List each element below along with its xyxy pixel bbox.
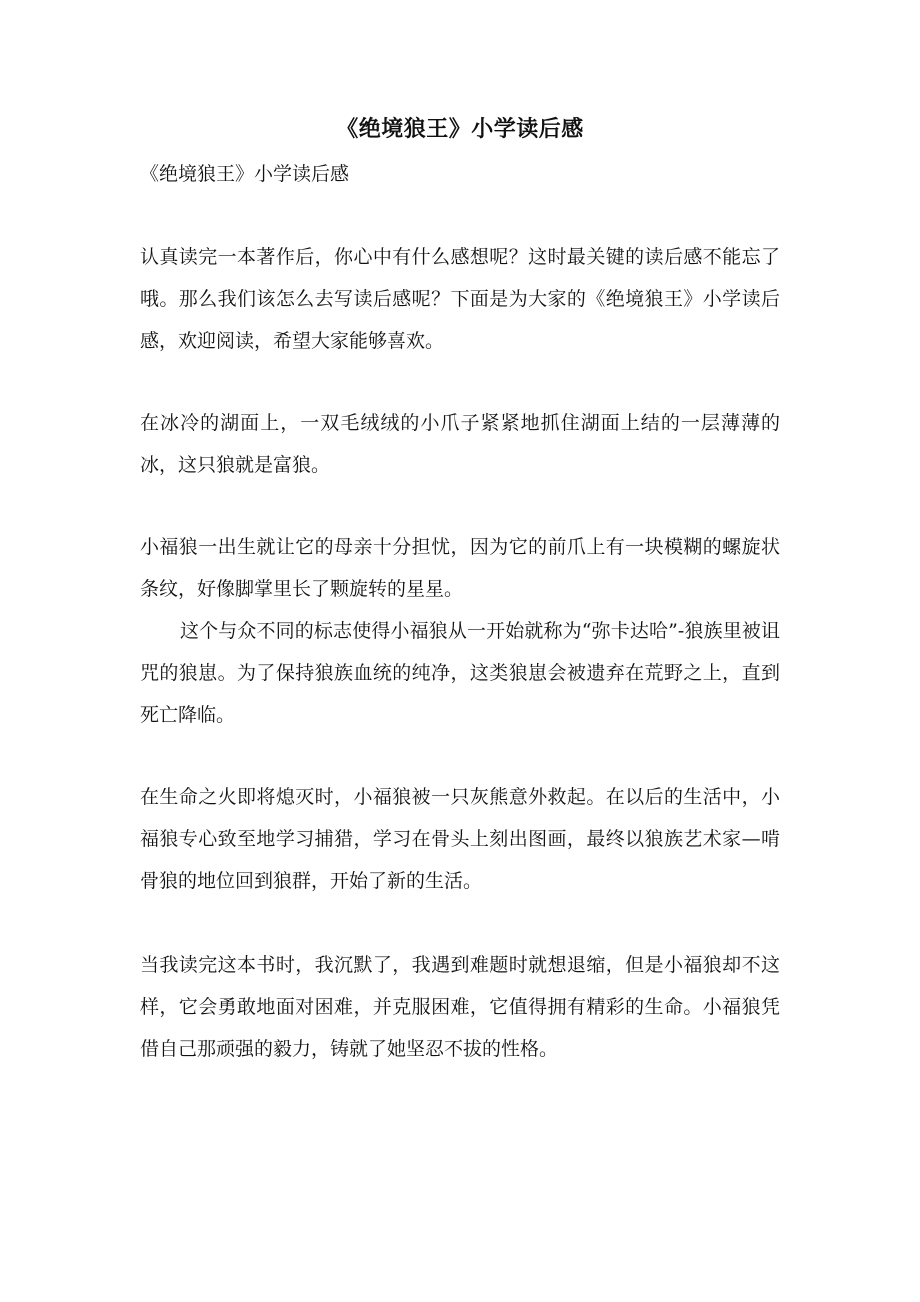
paragraph-ice-lake: 在冰冷的湖面上，一双毛绒绒的小爪子紧紧地抓住湖面上结的一层薄薄的冰，这只狼就是富狼。 [140,412,780,476]
paragraph-birth: 小福狼一出生就让它的母亲十分担忧，因为它的前爪上有一块模糊的螺旋状条纹，好像脚掌里长了颗旋转的星星。 [140,536,780,600]
document-subtitle: 《绝境狼王》小学读后感 [140,163,350,185]
paragraph-rescue: 在生命之火即将熄灭时，小福狼被一只灰熊意外救起。在以后的生活中，小福狼专心致至地学习捕猎，学习在骨头上刻出图画，最终以狼族艺术家—啃骨狼的地位回到狼群，开始了新的生活。 [140,786,780,892]
document-title: 《绝境狼王》小学读后感 [336,116,584,142]
paragraph-intro: 认真读完一本著作后，你心中有什么感想呢？这时最关键的读后感不能忘了哦。那么我们该怎么去写读后感呢？下面是为大家的《绝境狼王》小学读后感，欢迎阅读，希望大家能够喜欢。 [140,246,780,352]
paragraph-mark: 这个与众不同的标志使得小福狼从一开始就称为“弥卡达哈”-狼族里被诅咒的狼崽。为了保持狼族血统的纯净，这类狼崽会被遗弃在荒野之上，直到死亡降临。 [140,620,780,726]
paragraph-reflection: 当我读完这本书时，我沉默了，我遇到难题时就想退缩，但是小福狼却不这样，它会勇敢地面对困难，并克服困难，它值得拥有精彩的生命。小福狼凭借自己那顽强的毅力，铸就了她坚忍不拔的性格。 [140,954,780,1060]
